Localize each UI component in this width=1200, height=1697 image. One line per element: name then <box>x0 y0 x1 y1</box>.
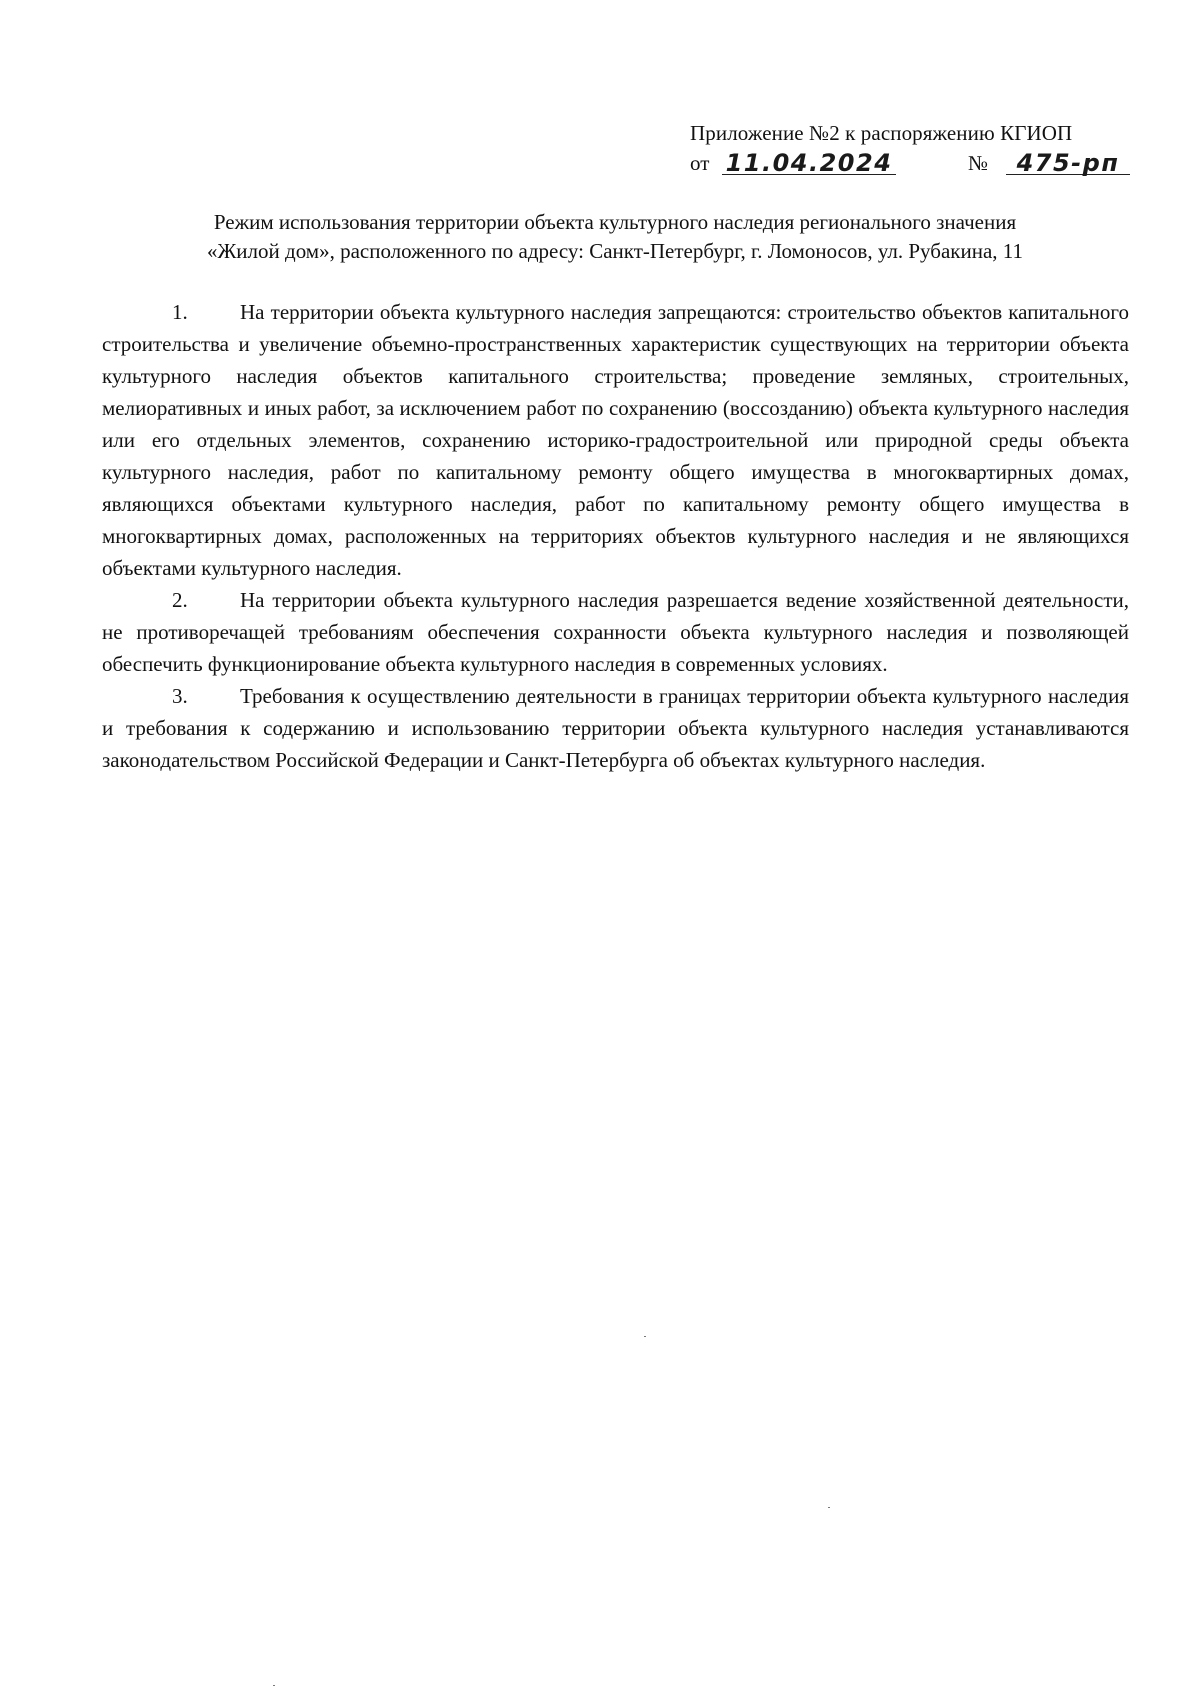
appendix-title: Приложение №2 к распоряжению КГИОП <box>690 121 1073 145</box>
appendix-header <box>690 118 1130 180</box>
document-title <box>100 208 1130 266</box>
order-date-number-line <box>690 148 1130 180</box>
number-label: № <box>968 151 989 175</box>
paragraph-text: На территории объекта культурного наследия запрещаются: строительство объектов капитального строительства и увеличение объемно-пространственных характеристик существующих на территории объекта культурного наследия объектов капитального строительства; проведение земляных, строительных, мелиоративных и иных работ, за исключением работ по сохранению (воссозданию) объекта культурного наследия или его отдельных элементов, сохранению историко-градостроительной или природной среды объекта культурного наследия, работ по капитальному ремонту общего имущества в многоквартирных домах, являющихся объектами культурного наследия, работ по капитальному ремонту общего имущества в многоквартирных домах, расположенных на территориях объектов культурного наследия и не являющихся объектами культурного наследия. <box>102 300 1129 580</box>
paragraph-1 <box>102 296 1129 584</box>
order-number-field <box>1006 148 1130 175</box>
handwritten-number: 475-рп <box>1016 149 1120 177</box>
paragraph-number: 2. <box>172 588 188 612</box>
handwritten-date: 11.04.2024 <box>725 149 893 177</box>
order-date-field <box>722 148 896 175</box>
scan-speck <box>828 1507 830 1508</box>
paragraph-2 <box>102 584 1129 680</box>
paragraph-3 <box>102 680 1129 776</box>
document-body <box>102 296 1129 776</box>
paragraph-number: 1. <box>172 300 188 324</box>
paragraph-text: Требования к осуществлению деятельности в границах территории объекта культурного наследия и требования к содержанию и использованию территории объекта культурного наследия устанавливаются законодательством Российской Федерации и Санкт-Петербурга об объектах культурного наследия. <box>102 684 1129 772</box>
scan-speck <box>644 1336 646 1337</box>
paragraph-text: На территории объекта культурного наследия разрешается ведение хозяйственной деятельности, не противоречащей требованиям обеспечения сохранности объекта культурного наследия и позволяющей обеспечить функционирование объекта культурного наследия в современных условиях. <box>102 588 1129 676</box>
title-line-1: Режим использования территории объекта культурного наследия регионального значения <box>213 210 1017 234</box>
scan-speck <box>273 1685 275 1686</box>
title-line-2: «Жилой дом», расположенного по адресу: Санкт-Петербург, г. Ломоносов, ул. Рубакина, 11 <box>206 239 1024 263</box>
paragraph-number: 3. <box>172 684 188 708</box>
from-label: от <box>690 151 710 175</box>
